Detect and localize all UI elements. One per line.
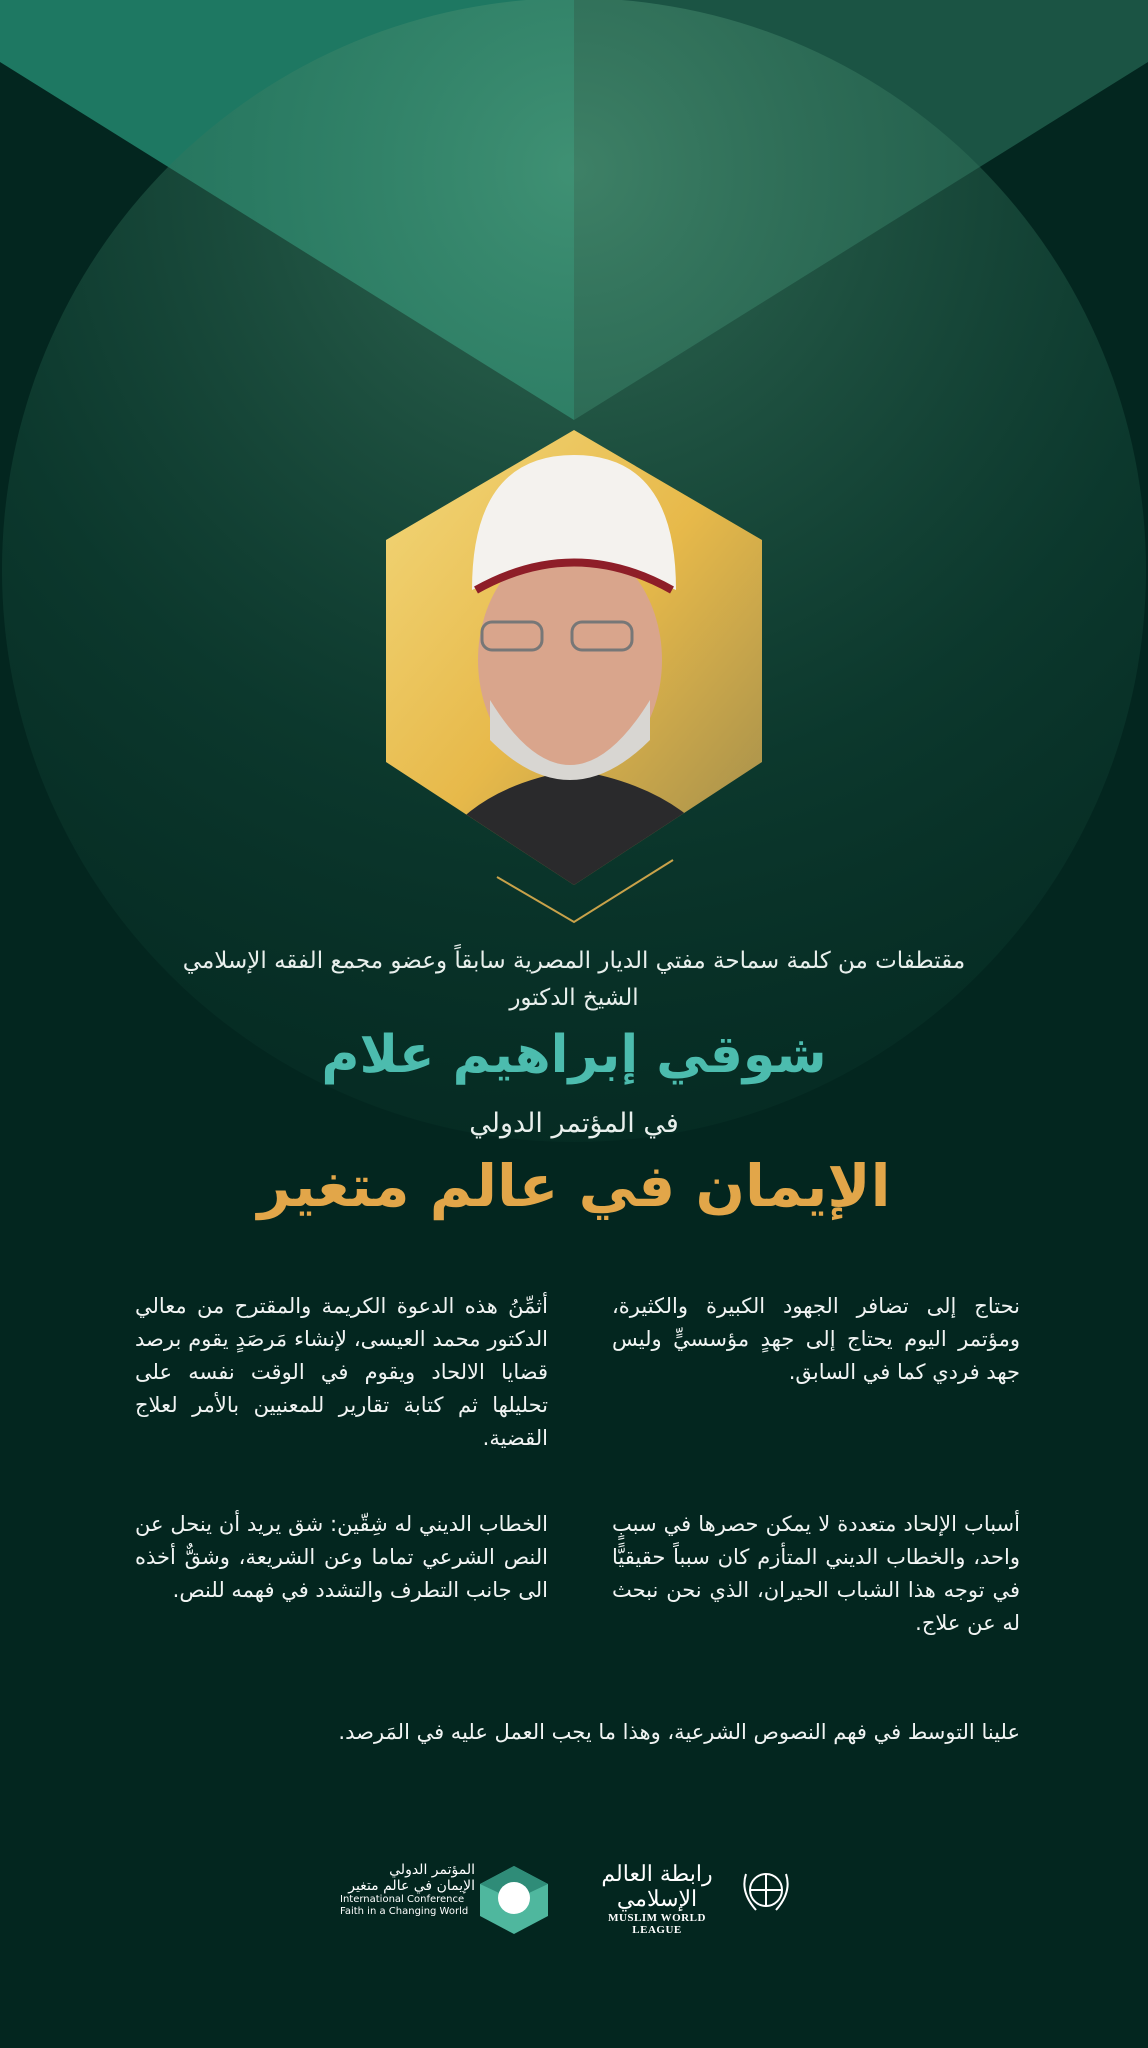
conference-logo-en-2: Faith in a Changing World xyxy=(340,1906,469,1917)
quote-4: الخطاب الديني له شِقّين: شق يريد أن ينحل عن النص الشرعي تماما وعن الشريعة، وشقٌّ أخذه الى جانب التطرف والتشدد في فهمه للنص. xyxy=(135,1512,548,1602)
mwl-emblem-icon xyxy=(744,1874,787,1910)
conference-prefix: في المؤتمر الدولي xyxy=(469,1108,679,1139)
mwl-logo xyxy=(582,1862,732,1936)
mwl-logo-ar: رابطة العالم الإسلامي xyxy=(601,1862,713,1912)
conference-logo xyxy=(340,1862,475,1918)
conference-logo-ar-2: الإيمان في عالم متغير xyxy=(348,1878,475,1894)
speaker-title: الشيخ الدكتور xyxy=(509,985,639,1011)
quote-3: أسباب الإلحاد متعددة لا يمكن حصرها في سببٍ واحد، والخطاب الديني المتأزم كان سبباً حقيقيًّا في توجه هذا الشباب الحيران، الذي نحن نبحث له عن علاج. xyxy=(612,1512,1020,1635)
intro-line: مقتطفات من كلمة سماحة مفتي الديار المصرية سابقاً وعضو مجمع الفقه الإسلامي xyxy=(182,948,966,974)
mwl-logo-en: MUSLIM WORLD LEAGUE xyxy=(608,1912,706,1936)
conference-logo-ar-1: المؤتمر الدولي xyxy=(389,1862,475,1878)
conference-title: الإيمان في عالم متغير xyxy=(257,1152,891,1220)
conference-logo-en-1: International Conference xyxy=(340,1894,465,1905)
conference-logo-icon xyxy=(480,1866,548,1934)
quote-5: علينا التوسط في فهم النصوص الشرعية، وهذا ما يجب العمل عليه في المَرصد. xyxy=(338,1720,1020,1744)
speaker-name: شوقي إبراهيم علام xyxy=(321,1025,827,1085)
quote-1: نحتاج إلى تضافر الجهود الكبيرة والكثيرة، ومؤتمر اليوم يحتاج إلى جهدٍ مؤسسيٍّ وليس جهد فردي كما في السابق. xyxy=(612,1294,1020,1384)
quote-2: أثمِّنُ هذه الدعوة الكريمة والمقترح من معالي الدكتور محمد العيسى، لإنشاء مَرصَدٍ يقوم برصد قضايا الالحاد ويقوم في الوقت نفسه على تحليلها ثم كتابة تقارير للمعنيين بالأمر لعلاج القضية. xyxy=(135,1294,548,1450)
